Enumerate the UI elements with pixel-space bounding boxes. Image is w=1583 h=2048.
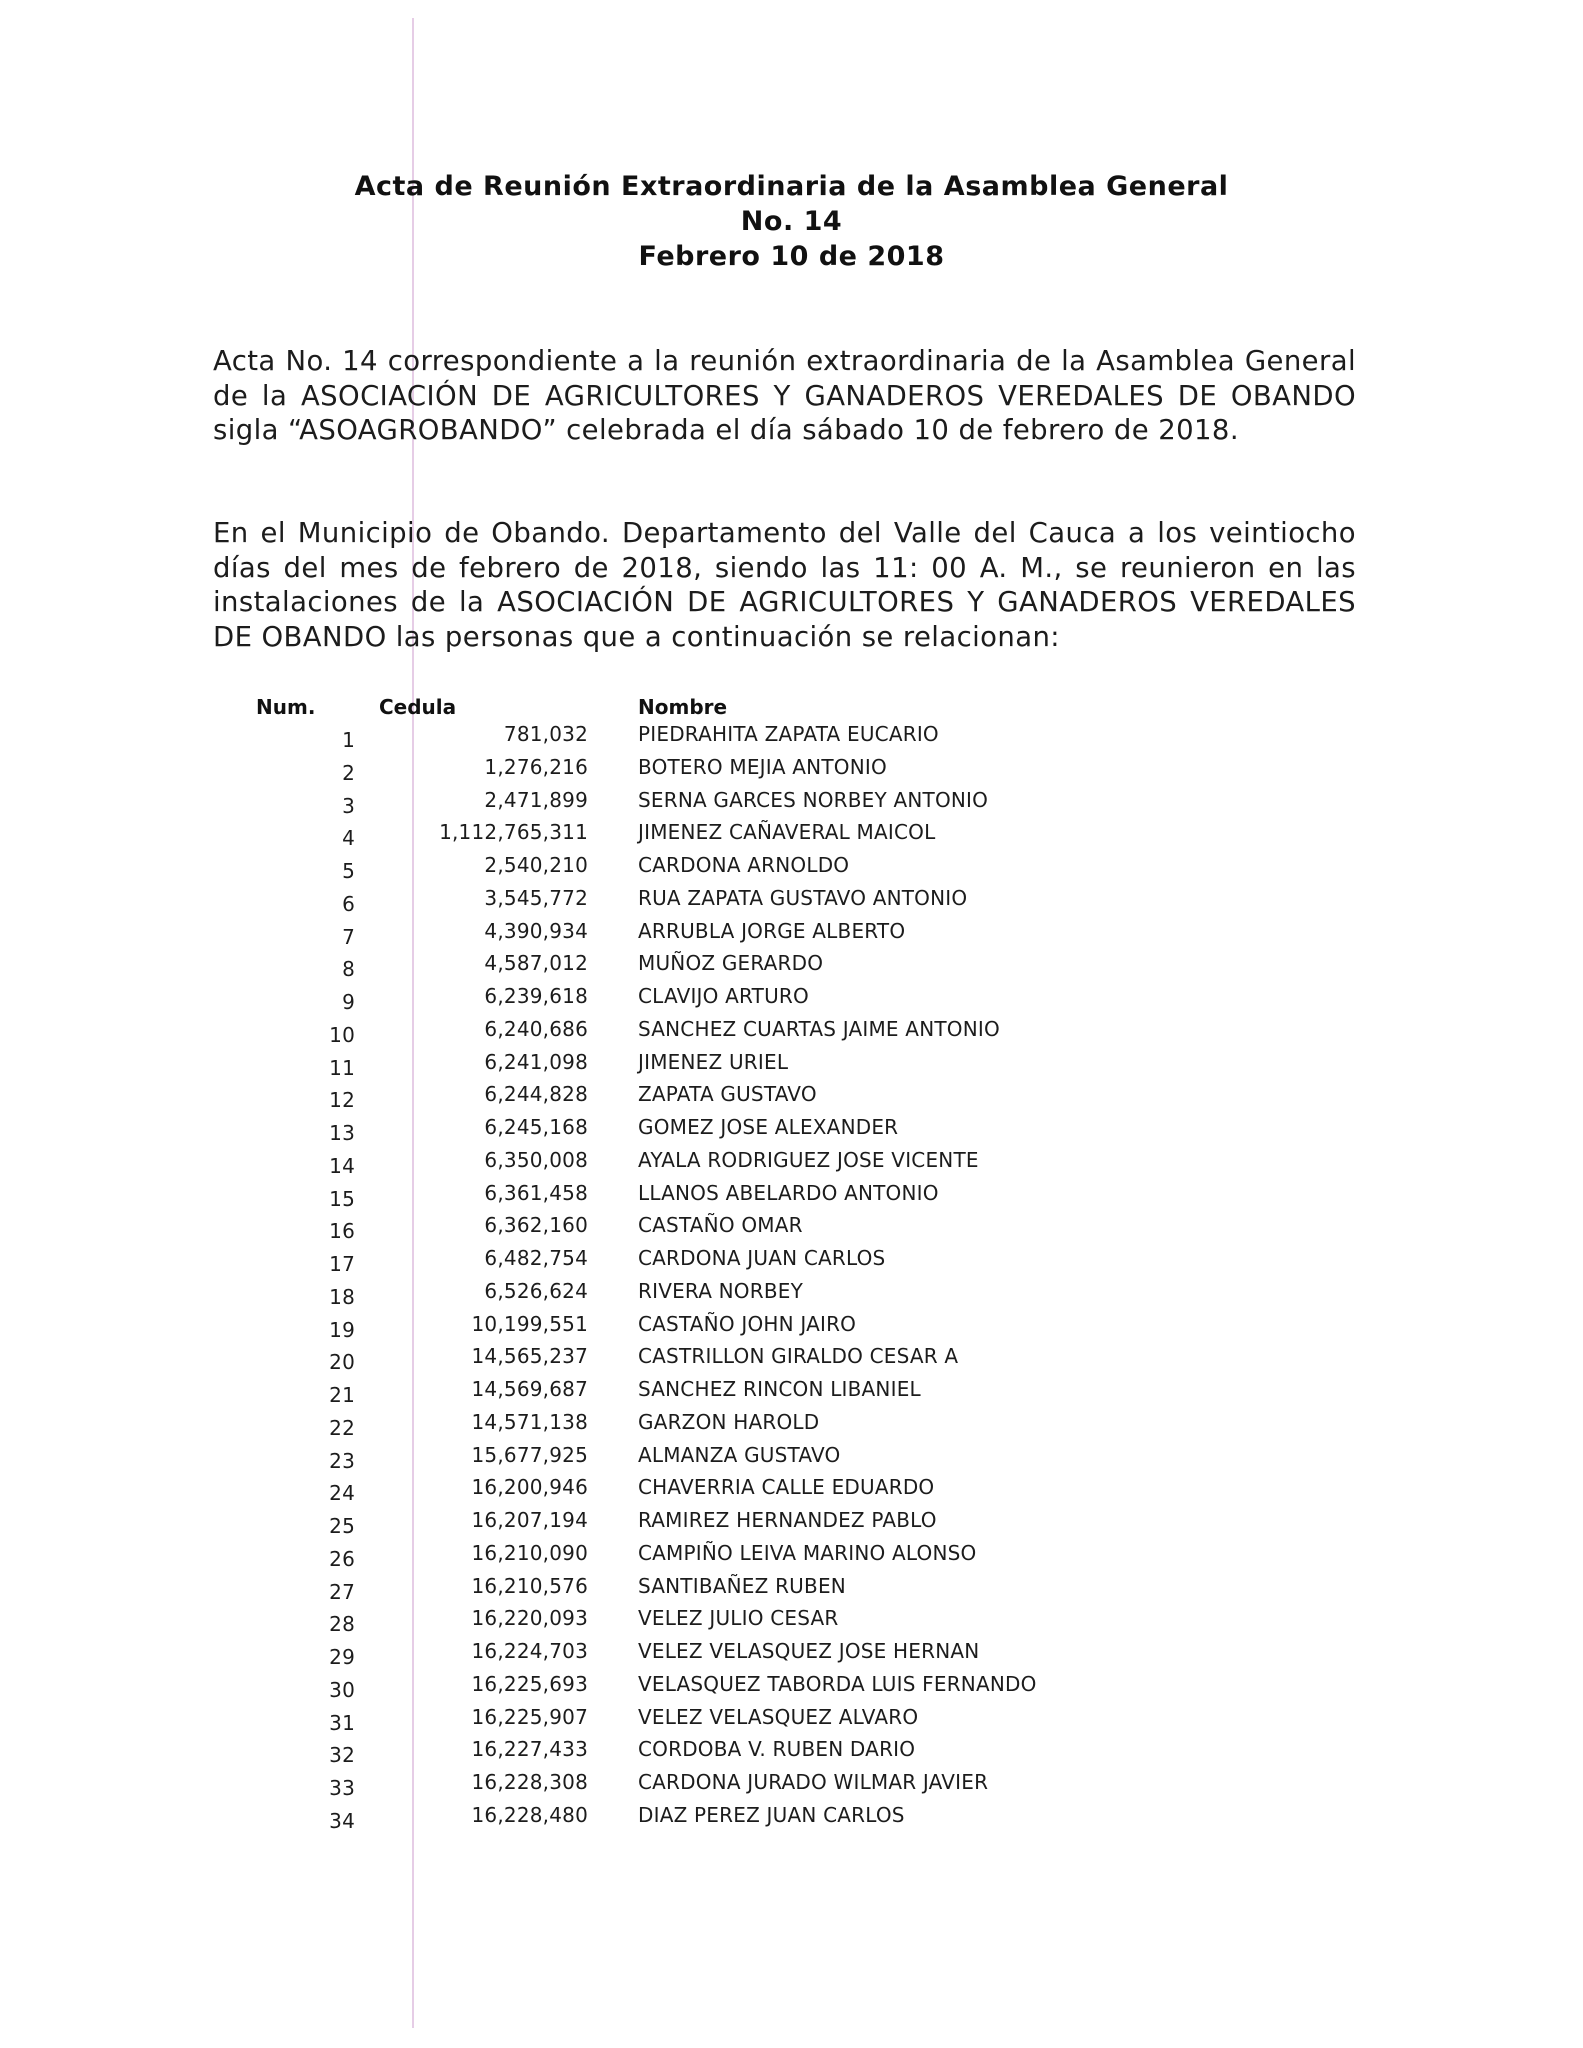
- row-cedula: 16,224,703: [471, 1639, 588, 1663]
- row-number: 17: [329, 1252, 355, 1276]
- intro-paragraph: Acta No. 14 correspondiente a la reunión extraordinaria de la Asamblea General de la ASOCIACIÓN DE AGRICULTORES Y GANADEROS VEREDALES DE OBANDO sigla “ASOAGROBANDO” celebrada el día sábado 10 de febrero de 2018.: [213, 345, 1356, 446]
- row-nombre: ARRUBLA JORGE ALBERTO: [638, 918, 906, 943]
- document-number: No. 14: [740, 206, 843, 237]
- table-row: [0, 1737, 1583, 1769]
- table-row: [0, 1803, 1583, 1835]
- row-cedula: 14,571,138: [471, 1409, 588, 1434]
- row-number: 7: [342, 924, 355, 949]
- table-row: [0, 1606, 1583, 1638]
- row-number: 34: [329, 1808, 355, 1833]
- row-cedula: 15,677,925: [471, 1442, 588, 1467]
- row-nombre: ZAPATA GUSTAVO: [638, 1082, 817, 1107]
- row-cedula: 6,240,686: [484, 1016, 588, 1041]
- row-cedula: 16,207,194: [471, 1508, 588, 1532]
- row-cedula: 6,526,624: [484, 1278, 588, 1303]
- row-cedula: 781,032: [503, 722, 588, 746]
- column-header-nombre: Nombre: [638, 695, 728, 719]
- row-cedula: 6,482,754: [484, 1246, 588, 1270]
- row-number: 3: [342, 793, 355, 818]
- row-cedula: 14,569,687: [471, 1377, 588, 1401]
- row-number: 4: [342, 826, 355, 851]
- table-row: [0, 1574, 1583, 1606]
- row-nombre: BOTERO MEJIA ANTONIO: [638, 754, 887, 779]
- row-number: 24: [329, 1481, 355, 1506]
- row-number: 31: [329, 1710, 355, 1735]
- table-row: [0, 1017, 1583, 1049]
- row-nombre: CORDOBA V. RUBEN DARIO: [638, 1737, 916, 1762]
- row-cedula: 16,225,907: [471, 1704, 588, 1729]
- row-nombre: VELEZ JULIO CESAR: [638, 1606, 839, 1631]
- row-number: 30: [329, 1677, 355, 1702]
- row-cedula: 3,545,772: [484, 885, 588, 910]
- row-nombre: CLAVIJO ARTURO: [638, 984, 809, 1008]
- table-row: [0, 788, 1583, 820]
- row-number: 2: [342, 760, 355, 785]
- row-nombre: CARDONA ARNOLDO: [638, 853, 850, 877]
- row-cedula: 6,241,098: [484, 1049, 588, 1074]
- column-header-cedula: Cedula: [379, 695, 457, 719]
- row-cedula: 16,228,308: [471, 1770, 588, 1794]
- row-nombre: DIAZ PEREZ JUAN CARLOS: [638, 1802, 905, 1827]
- row-cedula: 2,471,899: [484, 787, 588, 812]
- row-number: 25: [329, 1514, 355, 1538]
- row-cedula: 2,540,210: [484, 853, 588, 877]
- row-cedula: 16,210,576: [471, 1573, 588, 1598]
- table-row: [0, 1213, 1583, 1245]
- row-nombre: CARDONA JURADO WILMAR JAVIER: [638, 1770, 989, 1794]
- row-number: 14: [329, 1153, 355, 1178]
- row-number: 33: [329, 1776, 355, 1800]
- row-number: 29: [329, 1645, 355, 1669]
- table-row: [0, 1344, 1583, 1376]
- table-row: [0, 1377, 1583, 1409]
- row-number: 32: [329, 1743, 355, 1768]
- row-nombre: VELEZ VELASQUEZ ALVARO: [638, 1704, 919, 1729]
- row-number: 12: [329, 1088, 355, 1113]
- row-number: 20: [329, 1350, 355, 1375]
- row-number: 23: [329, 1448, 355, 1473]
- row-nombre: VELASQUEZ TABORDA LUIS FERNANDO: [638, 1671, 1037, 1696]
- row-nombre: ALMANZA GUSTAVO: [638, 1442, 841, 1467]
- row-number: 6: [342, 891, 355, 916]
- column-header-num: Num.: [256, 695, 316, 719]
- table-row: [0, 984, 1583, 1016]
- row-nombre: MUÑOZ GERARDO: [638, 951, 824, 976]
- table-row: [0, 1279, 1583, 1311]
- table-row: [0, 1410, 1583, 1442]
- row-cedula: 16,210,090: [471, 1540, 588, 1565]
- table-row: [0, 722, 1583, 754]
- row-cedula: 6,239,618: [484, 984, 588, 1008]
- table-row: [0, 1770, 1583, 1802]
- attendance-paragraph: En el Municipio de Obando. Departamento del Valle del Cauca a los veintiocho días del mes de febrero de 2018, siendo las 11: 00 A. M., se reunieron en las instalaciones de la ASOCIACIÓN DE AGRICULTORES Y GANADEROS VEREDALES DE OBANDO las personas que a continuación se relacionan:: [213, 517, 1356, 653]
- row-cedula: 16,227,433: [471, 1737, 588, 1762]
- row-number: 1: [342, 728, 355, 752]
- row-number: 21: [329, 1383, 355, 1407]
- table-row: [0, 1312, 1583, 1344]
- table-row: [0, 1246, 1583, 1278]
- row-number: 11: [329, 1055, 355, 1080]
- row-nombre: GARZON HAROLD: [638, 1409, 820, 1434]
- table-row: [0, 1181, 1583, 1213]
- row-cedula: 16,225,693: [471, 1671, 588, 1696]
- row-number: 19: [329, 1317, 355, 1342]
- table-row: [0, 1672, 1583, 1704]
- document-date: Febrero 10 de 2018: [638, 241, 945, 272]
- table-row: [0, 1148, 1583, 1180]
- table-row: [0, 1639, 1583, 1671]
- table-row: [0, 1705, 1583, 1737]
- row-nombre: LLANOS ABELARDO ANTONIO: [638, 1180, 939, 1205]
- row-nombre: GOMEZ JOSE ALEXANDER: [638, 1115, 899, 1139]
- row-nombre: AYALA RODRIGUEZ JOSE VICENTE: [638, 1147, 979, 1172]
- row-number: 10: [329, 1022, 355, 1047]
- row-number: 9: [342, 990, 355, 1014]
- row-cedula: 4,390,934: [484, 918, 588, 943]
- row-number: 22: [329, 1415, 355, 1440]
- table-row: [0, 1082, 1583, 1114]
- row-number: 28: [329, 1612, 355, 1637]
- row-cedula: 6,361,458: [484, 1180, 588, 1205]
- row-cedula: 6,244,828: [484, 1082, 588, 1107]
- row-nombre: CASTAÑO JOHN JAIRO: [638, 1311, 857, 1336]
- row-nombre: SANCHEZ CUARTAS JAIME ANTONIO: [638, 1016, 1000, 1041]
- document-title: Acta de Reunión Extraordinaria de la Asamblea General: [354, 171, 1229, 202]
- table-row: [0, 755, 1583, 787]
- row-cedula: 1,276,216: [484, 754, 588, 779]
- table-row: [0, 951, 1583, 983]
- table-row: [0, 1508, 1583, 1540]
- row-number: 16: [329, 1219, 355, 1244]
- row-nombre: RUA ZAPATA GUSTAVO ANTONIO: [638, 885, 968, 910]
- table-row: [0, 1443, 1583, 1475]
- row-nombre: SANCHEZ RINCON LIBANIEL: [638, 1377, 921, 1401]
- row-cedula: 10,199,551: [471, 1311, 588, 1336]
- row-number: 15: [329, 1186, 355, 1211]
- table-row: [0, 1475, 1583, 1507]
- row-nombre: JIMENEZ URIEL: [638, 1049, 789, 1074]
- row-nombre: CARDONA JUAN CARLOS: [638, 1246, 886, 1270]
- row-nombre: CASTRILLON GIRALDO CESAR A: [638, 1344, 959, 1369]
- row-nombre: CHAVERRIA CALLE EDUARDO: [638, 1475, 935, 1500]
- row-nombre: RAMIREZ HERNANDEZ PABLO: [638, 1508, 937, 1532]
- table-row: [0, 919, 1583, 951]
- row-cedula: 14,565,237: [471, 1344, 588, 1369]
- row-cedula: 16,228,480: [471, 1802, 588, 1827]
- row-cedula: 16,220,093: [471, 1606, 588, 1631]
- row-number: 18: [329, 1284, 355, 1309]
- row-cedula: 6,362,160: [484, 1213, 588, 1238]
- row-nombre: SERNA GARCES NORBEY ANTONIO: [638, 787, 989, 812]
- row-nombre: PIEDRAHITA ZAPATA EUCARIO: [638, 722, 939, 746]
- row-number: 27: [329, 1579, 355, 1604]
- row-number: 8: [342, 957, 355, 982]
- row-nombre: JIMENEZ CAÑAVERAL MAICOL: [638, 820, 936, 845]
- table-row: [0, 886, 1583, 918]
- row-number: 13: [329, 1121, 355, 1145]
- row-nombre: CASTAÑO OMAR: [638, 1213, 803, 1238]
- row-cedula: 4,587,012: [484, 951, 588, 976]
- row-cedula: 6,350,008: [484, 1147, 588, 1172]
- row-nombre: CAMPIÑO LEIVA MARINO ALONSO: [638, 1540, 977, 1565]
- row-number: 5: [342, 859, 355, 883]
- table-row: [0, 820, 1583, 852]
- row-number: 26: [329, 1546, 355, 1571]
- row-nombre: SANTIBAÑEZ RUBEN: [638, 1573, 846, 1598]
- table-row: [0, 1541, 1583, 1573]
- row-cedula: 1,112,765,311: [439, 820, 588, 845]
- row-nombre: VELEZ VELASQUEZ JOSE HERNAN: [638, 1639, 980, 1663]
- row-nombre: RIVERA NORBEY: [638, 1278, 804, 1303]
- row-cedula: 16,200,946: [471, 1475, 588, 1500]
- row-cedula: 6,245,168: [484, 1115, 588, 1139]
- table-row: [0, 1115, 1583, 1147]
- table-row: [0, 1050, 1583, 1082]
- table-row: [0, 853, 1583, 885]
